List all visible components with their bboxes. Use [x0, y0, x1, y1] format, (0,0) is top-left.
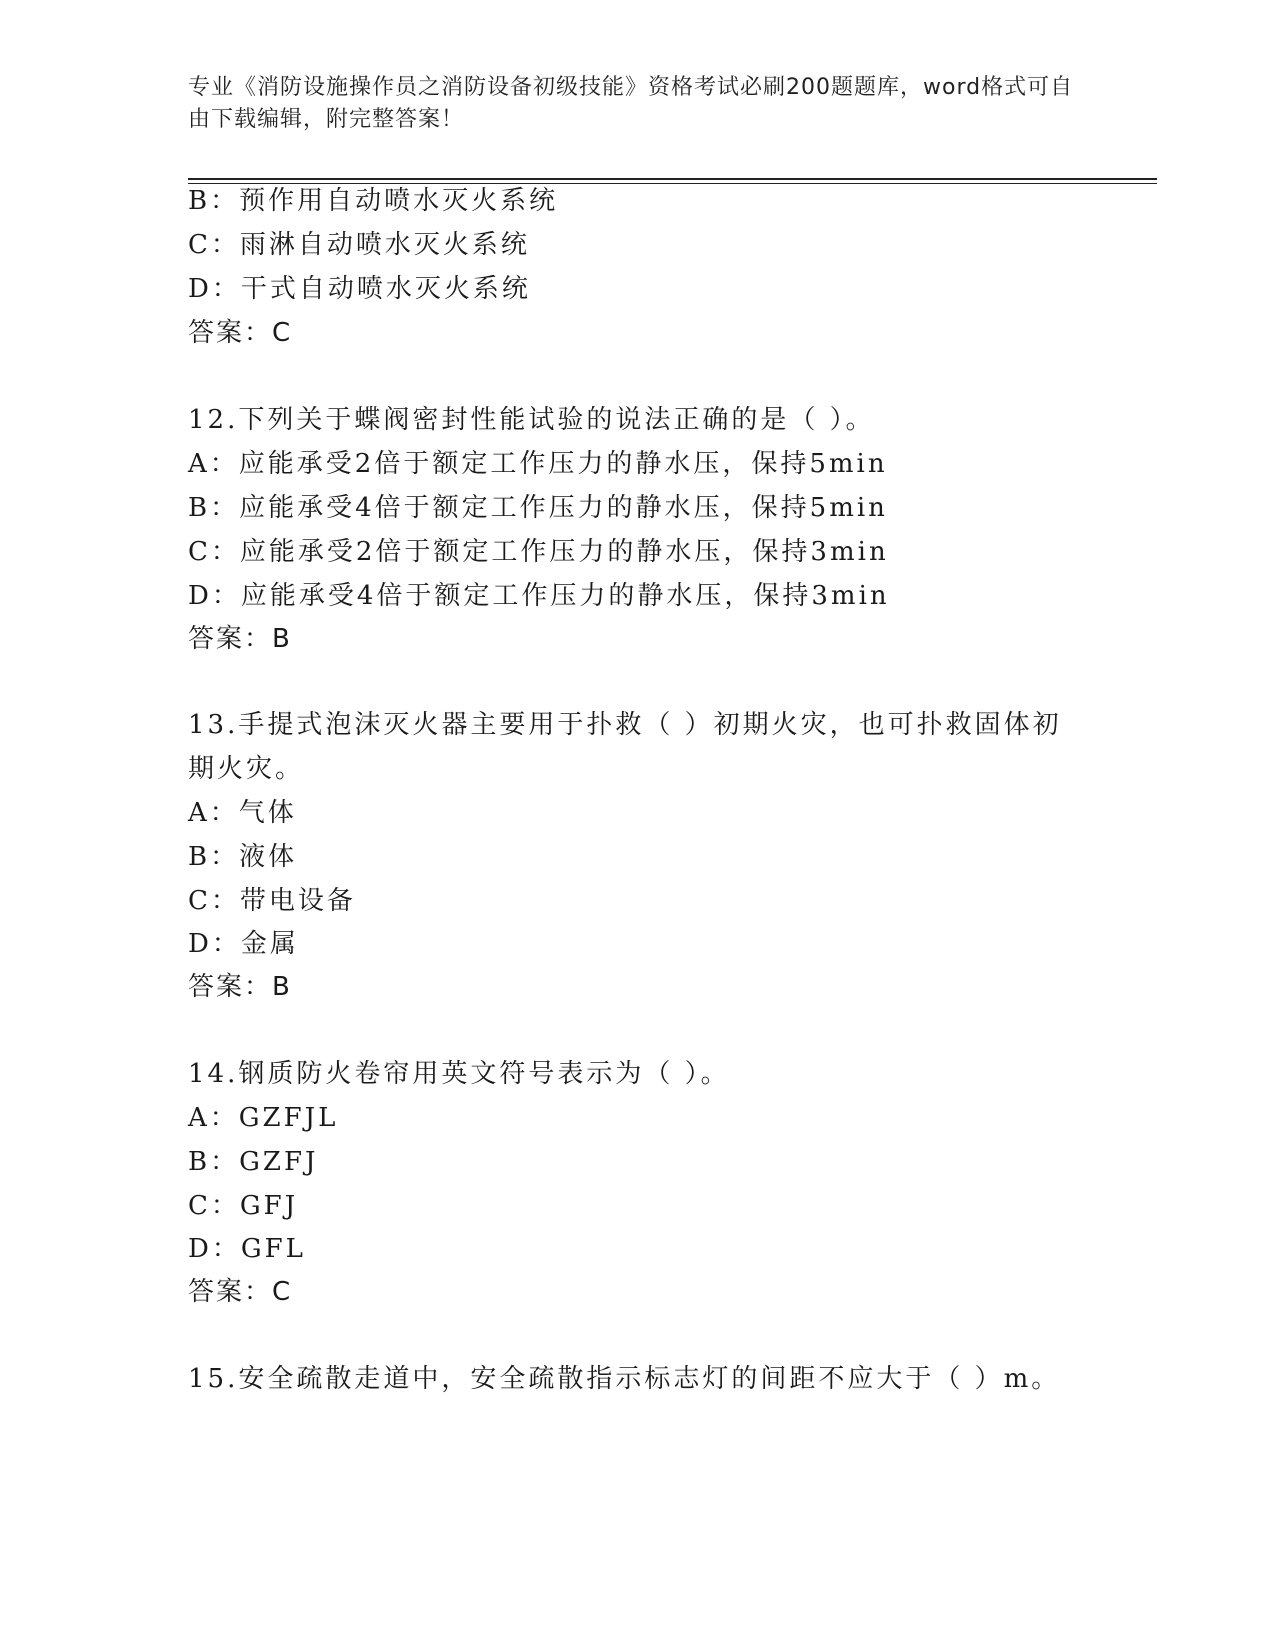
- q14-option-a: A：GZFJL: [188, 1103, 339, 1133]
- document-header: 专业《消防设施操作员之消防设备初级技能》资格考试必刷200题题库，word格式可自由下载编辑，附完整答案！: [188, 75, 1074, 132]
- q13-question-line2: 期火灾。: [188, 754, 305, 784]
- q12-option-c: C：应能承受2倍于额定工作压力的静水压，保持3min: [188, 537, 889, 567]
- q12-option-a: A：应能承受2倍于额定工作压力的静水压，保持5min: [188, 449, 888, 479]
- q13-question-line1: 13.手提式泡沫灭火器主要用于扑救（ ）初期火灾，也可扑救固体初: [188, 710, 1062, 740]
- q13-option-d: D：金属: [188, 929, 299, 959]
- q12-question: 12.下列关于蝶阀密封性能试验的说法正确的是（ ）。: [188, 405, 875, 435]
- q14-option-c: C：GFJ: [188, 1191, 299, 1221]
- q15-question: 15.安全疏散走道中，安全疏散指示标志灯的间距不应大于（ ）m。: [188, 1364, 1061, 1394]
- header-rule-thick: [188, 178, 1157, 180]
- q14-option-b: B：GZFJ: [188, 1147, 319, 1177]
- q13-option-c: C：带电设备: [188, 886, 356, 916]
- q14-question: 14.钢质防火卷帘用英文符号表示为（ ）。: [188, 1059, 730, 1089]
- q12-answer: 答案：B: [188, 624, 292, 654]
- q14-option-d: D：GFL: [188, 1234, 306, 1264]
- q13-option-b: B：液体: [188, 842, 298, 872]
- q12-option-d: D：应能承受4倍于额定工作压力的静水压，保持3min: [188, 581, 890, 611]
- q14-answer: 答案：C: [188, 1277, 293, 1307]
- q13-option-a: A：气体: [188, 798, 297, 828]
- q11-answer: 答案：C: [188, 318, 293, 348]
- q12-option-b: B：应能承受4倍于额定工作压力的静水压，保持5min: [188, 493, 888, 523]
- q11-option-c: C：雨淋自动喷水灭火系统: [188, 230, 530, 260]
- q11-option-d: D：干式自动喷水灭火系统: [188, 274, 531, 304]
- q11-option-b: B：预作用自动喷水灭火系统: [188, 186, 559, 216]
- q13-answer: 答案：B: [188, 972, 292, 1002]
